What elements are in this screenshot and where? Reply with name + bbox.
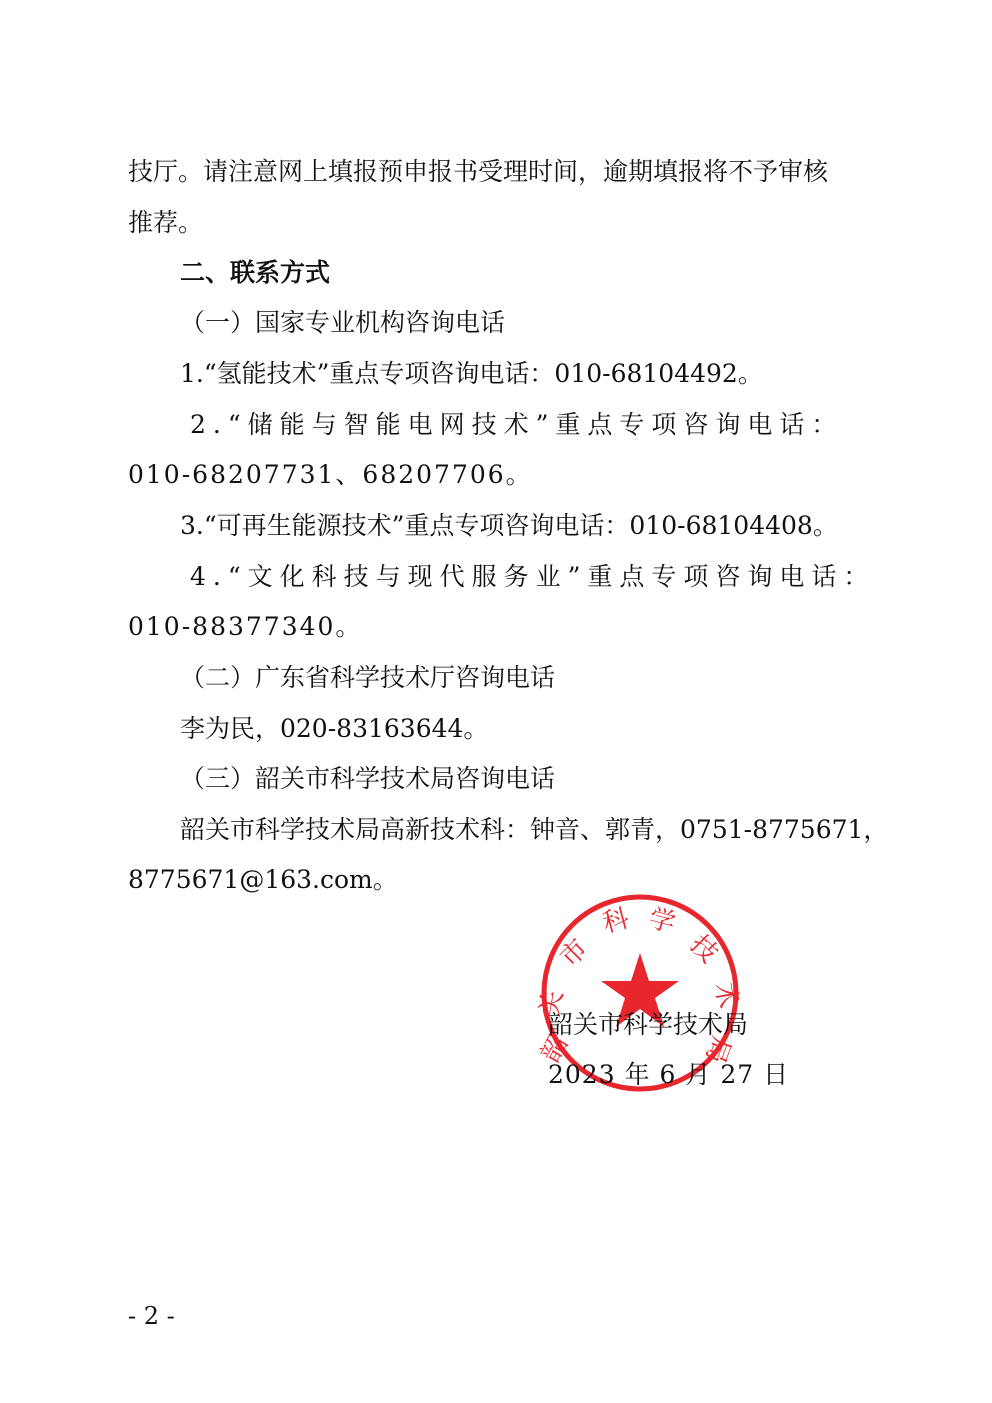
signature-org: 韶关市科学技术局	[548, 1010, 749, 1039]
page-number: - 2 -	[128, 1302, 175, 1330]
svg-text:术: 术	[708, 980, 743, 1012]
svg-text:学: 学	[645, 903, 679, 940]
svg-text:科: 科	[599, 903, 633, 940]
subheading-city: （三）韶关市科学技术局咨询电话	[180, 764, 556, 793]
contact-item-2-line-2: 010-68207731、68207706。	[128, 460, 533, 489]
city-contact-line-2: 8775671@163.com。	[128, 865, 398, 894]
svg-text:局: 局	[698, 1032, 737, 1068]
contact-item-3: 3.“可再生能源技术”重点专项咨询电话：010-68104408。	[180, 511, 838, 540]
provincial-contact: 李为民，020-83163644。	[180, 714, 489, 743]
contact-item-2-line-1: 2.“储能与智能电网技术”重点专项咨询电话：	[190, 410, 844, 439]
paragraph-line-1: 技厅。请注意网上填报预申报书受理时间，逾期填报将不予审核	[128, 157, 829, 186]
contact-item-4-line-2: 010-88377340。	[128, 612, 363, 641]
svg-text:韶: 韶	[535, 1030, 575, 1068]
svg-text:技: 技	[683, 929, 724, 970]
contact-item-1: 1.“氢能技术”重点专项咨询电话：010-68104492。	[180, 359, 763, 388]
svg-text:市: 市	[554, 933, 595, 974]
contact-item-4-line-1: 4.“文化科技与现代服务业”重点专项咨询电话：	[190, 562, 876, 591]
paragraph-line-2: 推荐。	[128, 208, 204, 237]
subheading-national: （一）国家专业机构咨询电话	[180, 308, 506, 337]
section-heading-contact: 二、联系方式	[180, 258, 331, 287]
signature-date: 2023 年 6 月 27 日	[548, 1060, 790, 1089]
subheading-provincial: （二）广东省科学技术厅咨询电话	[180, 663, 556, 692]
svg-text:关: 关	[535, 988, 570, 1020]
city-contact-line-1: 韶关市科学技术局高新技术科：钟音、郭青，0751-8775671，	[180, 815, 889, 844]
